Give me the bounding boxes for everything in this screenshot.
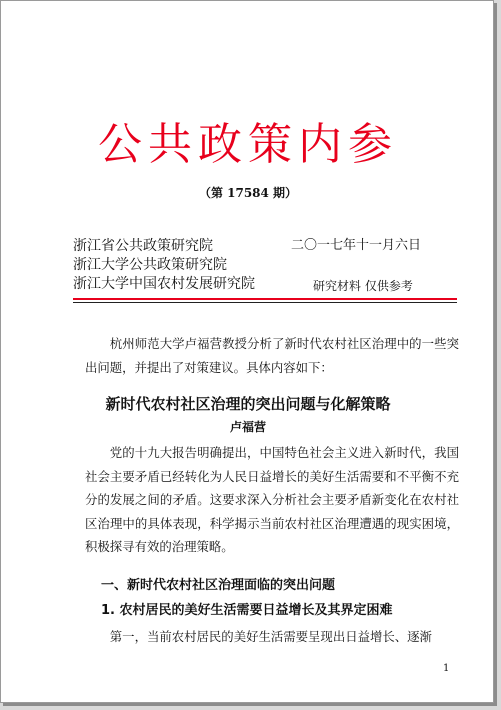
- issue-number: （第 17584 期）: [198, 186, 298, 200]
- publication-date: 二〇一七年十一月六日: [291, 238, 422, 253]
- body-paragraph-1: 党的十九大报告明确提出，中国特色社会主义进入新时代，我国社会主要矛盾已经转化为人民日益增长的美好生活需要和不平衡不充分的发展之间的矛盾。这要求深入分析社会主要矛盾新变化在农村社区治理中的具体表现，科学揭示当前农村社区治理遭遇的现实困境，积极探寻有效的治理策略。: [85, 445, 459, 554]
- article-title: 新时代农村社区治理的突出问题与化解策略: [105, 395, 391, 413]
- publication-title: 公共政策内参: [98, 119, 398, 170]
- intro-paragraph: 杭州师范大学卢福营教授分析了新时代农村社区治理中的一些突出问题，并提出了对策建议。具体内容如下：: [85, 336, 459, 375]
- black-divider: [73, 302, 457, 303]
- section-heading-2: 1. 农村居民的美好生活需要日益增长及其界定困难: [101, 603, 393, 618]
- org-line-3: 浙江大学中国农村发展研究院: [73, 276, 255, 292]
- page-number: 1: [443, 663, 450, 674]
- body-paragraph-2: 第一，当前农村居民的美好生活需要呈现出日益增长、逐渐: [109, 629, 432, 644]
- section-heading-1: 一、新时代农村社区治理面临的突出问题: [101, 578, 336, 593]
- red-divider: [73, 298, 457, 300]
- org-line-2: 浙江大学公共政策研究院: [73, 257, 227, 273]
- article-author: 卢福营: [229, 420, 266, 434]
- usage-note: 研究材料 仅供参考: [313, 279, 413, 293]
- org-line-1: 浙江省公共政策研究院: [73, 238, 213, 254]
